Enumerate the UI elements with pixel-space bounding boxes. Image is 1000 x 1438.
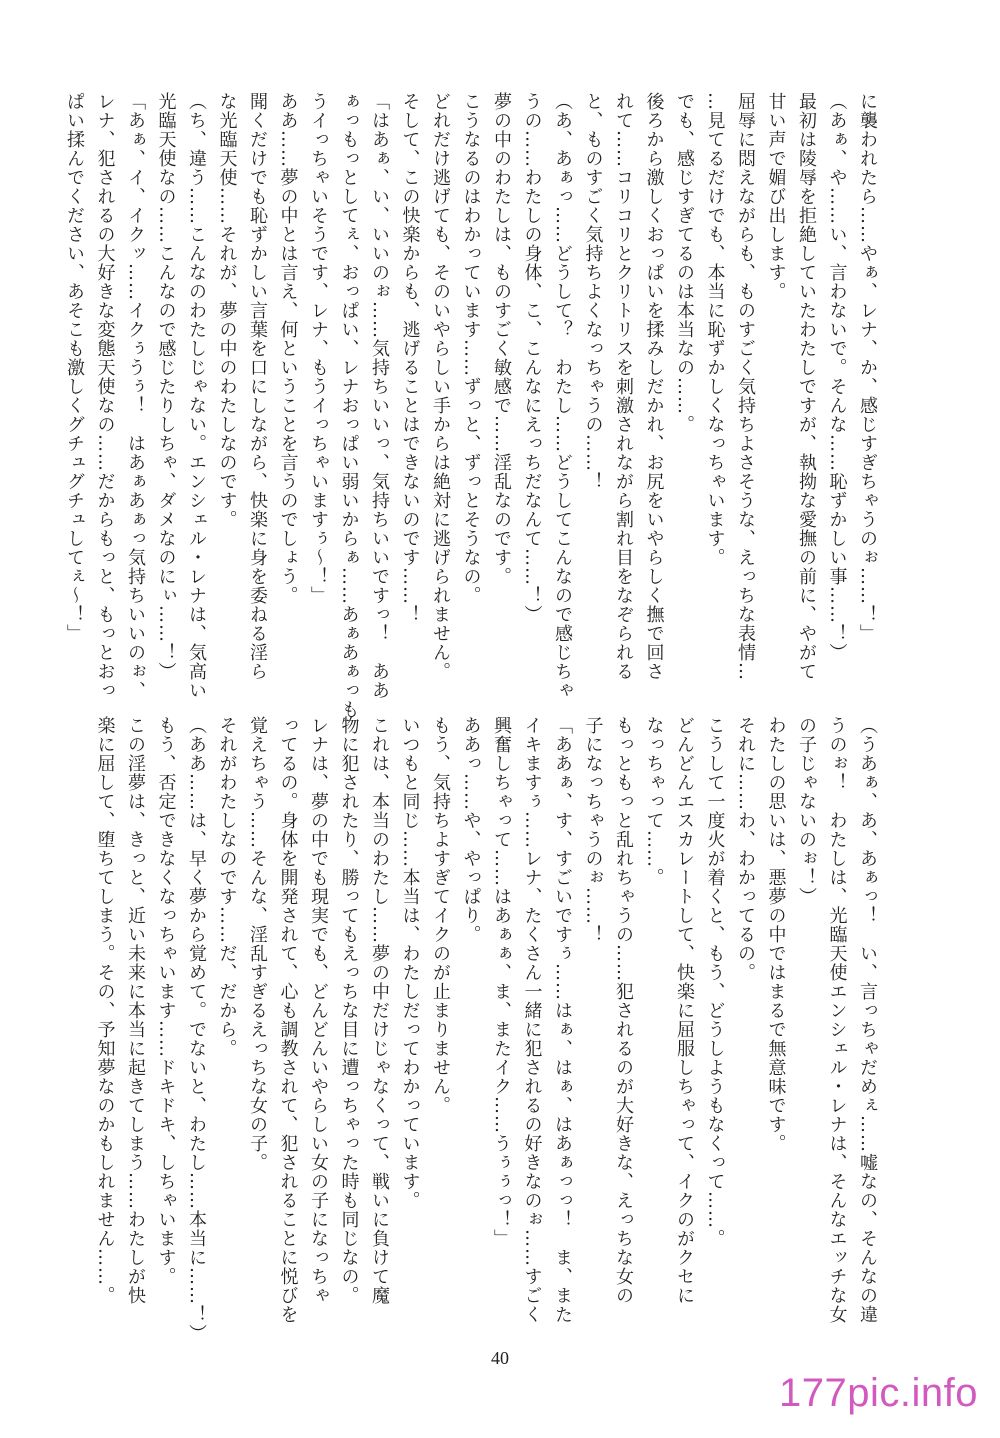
text-line: 物に犯されたり、勝ってもえっちな目に遭っちゃった時も同じなの。 <box>338 716 360 1305</box>
text-line: こうして一度火が着くと、もう、どうしようもなくって……。 <box>704 716 726 1248</box>
text-line: 光臨天使なの……こんなので感じたりしちゃ、ダメなのにぃ……！） <box>155 92 177 681</box>
text-line: 「ああぁ、す、すごいですぅ……はぁ、はぁ、はあぁっっ！ ま、また <box>552 716 573 1324</box>
text-line: と、ものすごく気持ちよくなっちゃうの……！ <box>582 92 604 491</box>
text-line: （あ、あぁっ……どうして？ わたし……どうしてこんなので感じちゃ <box>552 92 573 700</box>
text-line: 甘い声で媚び出します。 <box>765 92 787 301</box>
text-line: （うあぁ、あ、あぁっ！ い、言っちゃだめぇ……嘘なの、そんなの違 <box>857 716 878 1324</box>
text-line: （ああ……は、早く夢から覚めて。でないと、わたし……本当に……！） <box>186 716 207 1343</box>
text-line: れて……コリコリとクリトリスを刺激されながら割れ目をなぞられる <box>613 92 634 681</box>
text-line: いつもと同じ……本当は、わたしだってわかっています。 <box>399 716 421 1210</box>
text-line: 夢の中のわたしは、ものすごく敏感で……淫乱なのです。 <box>491 92 512 586</box>
text-line: ぁっもっとしてぇ、おっぱい、レナおっぱい弱いからぁ……あぁあぁっも <box>338 92 360 719</box>
site-watermark: 177pic.info <box>779 1371 978 1415</box>
text-line: レナ、犯されるの大好きな変態天使なの……だからもっと、もっとおっ <box>94 92 116 700</box>
text-line: （あぁ、や……い、言わないで。そんな……恥ずかしい事……！） <box>826 92 848 662</box>
text-line: に襲われたら……やぁ、レナ、か、感じすぎちゃうのぉ……！」 <box>857 92 878 643</box>
text-line: の子じゃないのぉ！） <box>796 716 817 906</box>
text-line: これは、本当のわたし……夢の中だけじゃなくって、戦いに負けて魔 <box>369 716 390 1305</box>
text-line: 屈辱に悶えながらも、ものすごく気持ちよさそうな、えっちな表情… <box>735 92 756 681</box>
text-line: 興奮しちゃって……はあぁぁ、ま、またイク……うぅぅっ！」 <box>491 716 512 1248</box>
text-line: イキますぅ……レナ、たくさん一緒に犯されるの好きなのぉ……すごく <box>521 716 543 1324</box>
text-line: それに……わ、わかってるの。 <box>735 716 756 982</box>
text-line: ってるの。身体を開発されて、心も調教されて、犯されることに悦びを <box>277 716 299 1324</box>
text-line: レナは、夢の中でも現実でも、どんどんいやらしい女の子になっちゃ <box>308 716 329 1305</box>
text-line: もう、否定できなくなっちゃいます……ドキドキ、しちゃいます。 <box>155 716 177 1286</box>
text-line: どんどんエスカレートして、快楽に屈服しちゃって、イクのがクセに <box>674 716 695 1305</box>
text-line: それがわたしなのです……だ、だから。 <box>216 716 238 1058</box>
text-line: ああっ……や、やっぱり。 <box>460 716 482 944</box>
text-line: この淫夢は、きっと、近い未来に本当に起きてしまう……わたしが快 <box>125 716 146 1305</box>
text-line: 覚えちゃう……そんな、淫乱すぎるえっちな女の子。 <box>247 716 268 1172</box>
text-line: 「あぁ、イ、イクッ……イクぅうぅ！ はあぁあぁっ気持ちいいのぉ、 <box>125 92 146 700</box>
text-line: 「はあぁ、い、いいのぉ……気持ちいいっ、気持ちいいですっ！ ああ <box>369 92 390 700</box>
text-line: ぱい揉んでください、あそこも激しくグチュグチュしてぇ〜！」 <box>64 92 85 643</box>
text-line: もっともっと乱れちゃうの……犯されるのが大好きな、えっちな女の <box>613 716 634 1305</box>
text-line: 子になっちゃうのぉ……！ <box>582 716 604 944</box>
text-line: 後ろから激しくおっぱいを揉みしだかれ、お尻をいやらしく撫で回さ <box>643 92 665 681</box>
text-line: こうなるのはわかっています……ずっと、ずっとそうなの。 <box>460 92 482 605</box>
text-line: うイっちゃいそうです、レナ、もうイっちゃいますぅ〜！」 <box>308 92 329 605</box>
text-column-bottom <box>94 716 882 1343</box>
text-line: どれだけ逃げても、そのいやらしい手からは絶対に逃げられません。 <box>430 92 451 681</box>
text-line: 聞くだけでも恥ずかしい言葉を口にしながら、快楽に身を委ねる淫ら <box>247 92 268 681</box>
text-line: うの……わたしの身体、こ、こんなにえっちだなんて……！） <box>521 92 543 624</box>
text-line: わたしの思いは、悪夢の中ではまるで無意味です。 <box>765 716 787 1153</box>
text-line: 最初は陵辱を拒絶していたわたしですが、執拗な愛撫の前に、やがて <box>796 92 817 681</box>
text-line: うのぉ！ わたしは、光臨天使エンシェル・レナは、そんなエッチな女 <box>826 716 848 1324</box>
text-line: 楽に屈して、堕ちてしまう。その、予知夢なのかもしれません……。 <box>94 716 116 1305</box>
text-line: （ち、違う……こんなのわたしじゃない。エンシェル・レナは、気高い <box>186 92 207 700</box>
text-line: もう、気持ちよすぎてイクのが止まりません。 <box>430 716 451 1115</box>
text-line: でも、感じすぎてるのは本当なの……。 <box>674 92 695 434</box>
text-line: な光臨天使……それが、夢の中のわたしなのです。 <box>216 92 238 529</box>
text-line: なっちゃって……。 <box>643 716 665 887</box>
text-column-top <box>64 92 882 719</box>
page-number: 40 <box>491 1348 509 1368</box>
text-line: そして、この快楽からも、逃げることはできないのです……！ <box>399 92 421 624</box>
text-line: ああ……夢の中とは言え、何ということを言うのでしょう。 <box>277 92 299 605</box>
text-line: …見てるだけでも、本当に恥ずかしくなっちゃいます。 <box>704 92 726 567</box>
